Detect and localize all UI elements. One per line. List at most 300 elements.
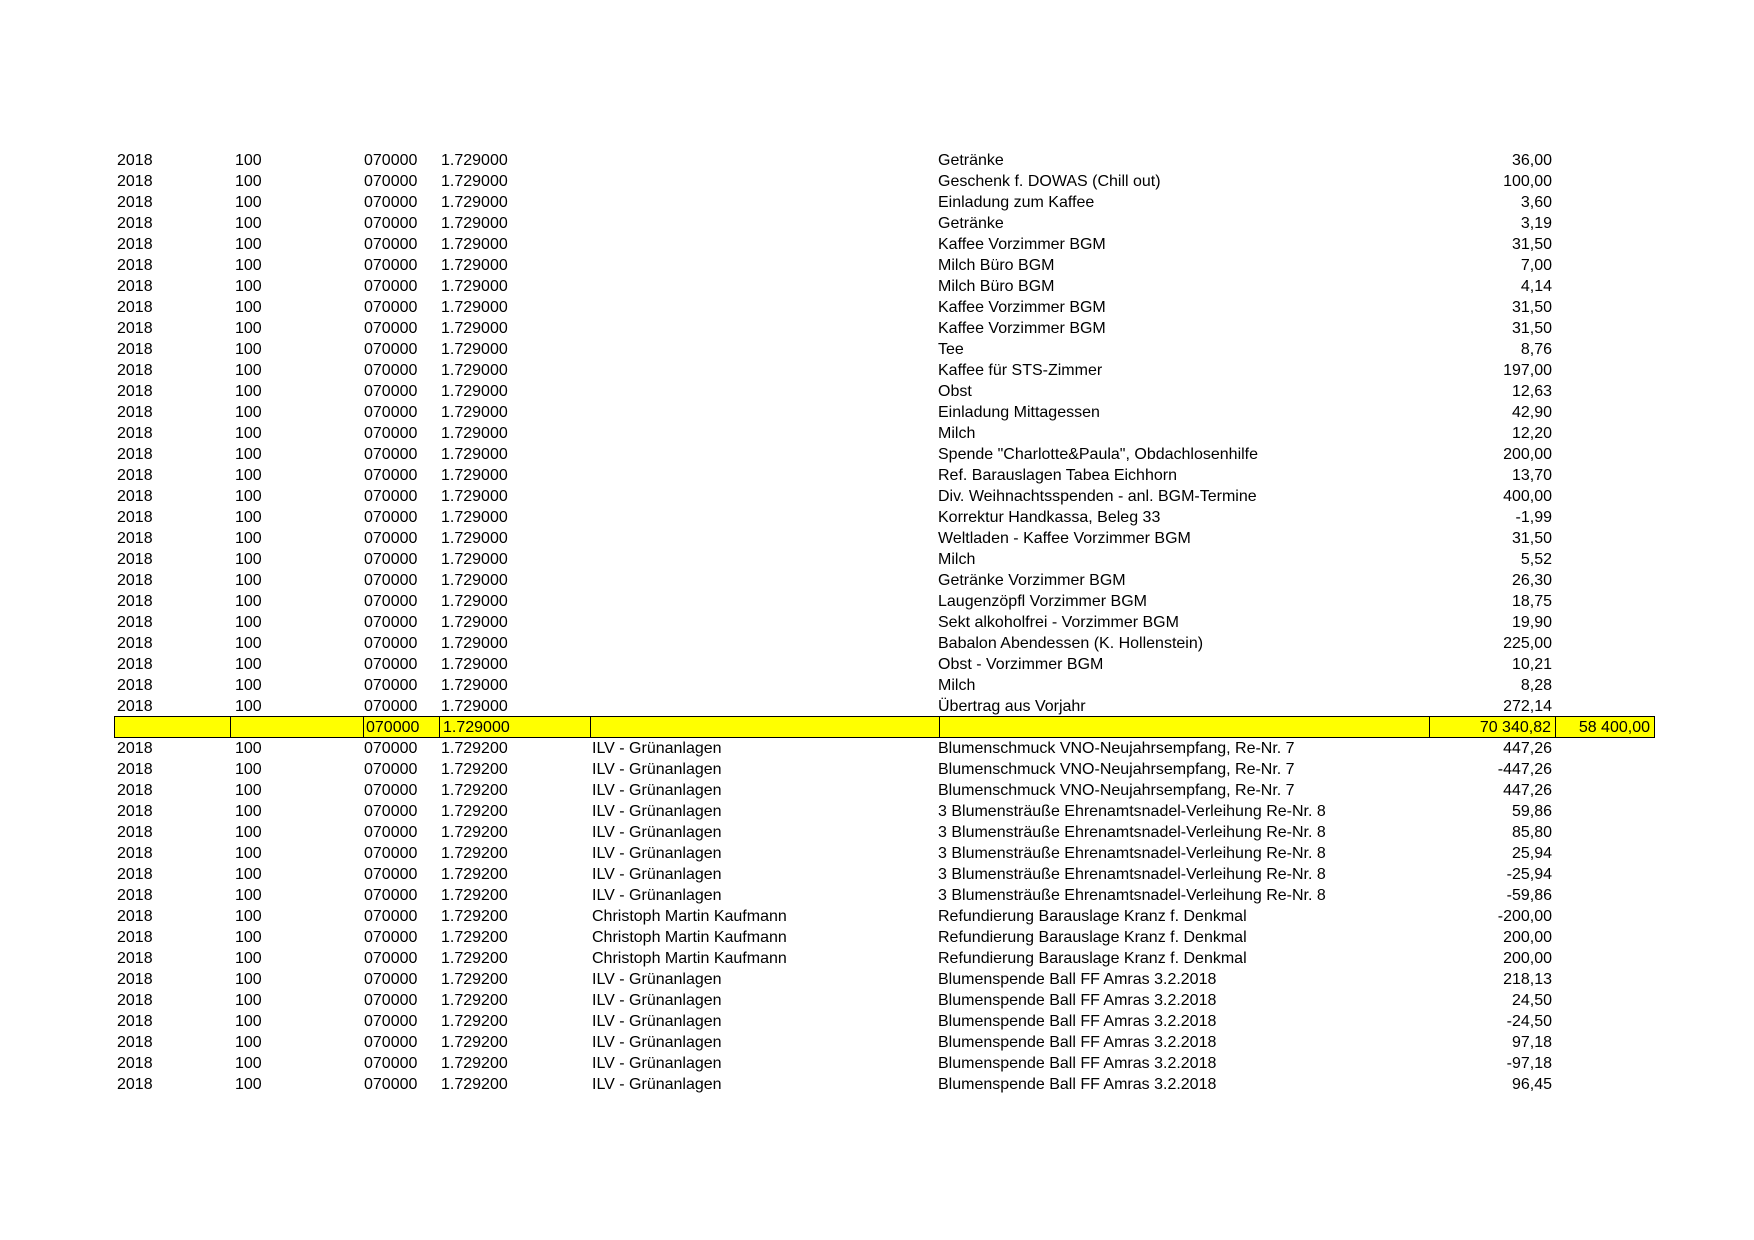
year-cell: 2018	[117, 551, 153, 568]
ledger-row	[0, 906, 1754, 927]
cost-center-cell: 070000	[364, 929, 418, 946]
ledger-row	[0, 822, 1754, 843]
cost-center-cell: 070000	[364, 761, 418, 778]
cost-center-cell: 070000	[364, 530, 418, 547]
year-cell: 2018	[117, 509, 153, 526]
year-cell: 2018	[117, 992, 153, 1009]
party-cell: Christoph Martin Kaufmann	[592, 908, 787, 925]
party-cell: ILV - Grünanlagen	[592, 866, 722, 883]
description-cell: Einladung zum Kaffee	[938, 194, 1095, 211]
description-cell: Kaffee Vorzimmer BGM	[938, 299, 1106, 316]
year-cell: 2018	[117, 173, 153, 190]
year-cell: 2018	[117, 530, 153, 547]
party-cell: Christoph Martin Kaufmann	[592, 929, 787, 946]
description-cell: 3 Blumensträuße Ehrenamtsnadel-Verleihung Re-Nr. 8	[938, 866, 1326, 883]
subtotal-sum: 70 340,82	[1429, 716, 1556, 738]
code-cell: 100	[235, 173, 262, 190]
account-cell: 1.729200	[441, 1034, 508, 1051]
description-cell: 3 Blumensträuße Ehrenamtsnadel-Verleihung Re-Nr. 8	[938, 845, 1326, 862]
amount-cell: 59,86	[1511, 803, 1552, 820]
cost-center-cell: 070000	[364, 1034, 418, 1051]
party-cell: ILV - Grünanlagen	[592, 761, 722, 778]
amount-cell: 24,50	[1511, 992, 1552, 1009]
amount-cell: 3,19	[1520, 215, 1552, 232]
cost-center-cell: 070000	[364, 572, 418, 589]
ledger-row	[0, 360, 1754, 381]
amount-cell: 25,94	[1511, 845, 1552, 862]
ledger-row	[0, 780, 1754, 801]
cost-center-cell: 070000	[364, 635, 418, 652]
party-cell: ILV - Grünanlagen	[592, 803, 722, 820]
code-cell: 100	[235, 971, 262, 988]
party-cell: ILV - Grünanlagen	[592, 1013, 722, 1030]
account-cell: 1.729000	[441, 698, 508, 715]
cost-center-cell: 070000	[364, 887, 418, 904]
description-cell: Milch Büro BGM	[938, 257, 1055, 274]
ledger-row	[0, 381, 1754, 402]
description-cell: Blumenspende Ball FF Amras 3.2.2018	[938, 1055, 1217, 1072]
cost-center-cell: 070000	[364, 215, 418, 232]
year-cell: 2018	[117, 950, 153, 967]
description-cell: Blumenschmuck VNO-Neujahrsempfang, Re-Nr. 7	[938, 782, 1295, 799]
description-cell: 3 Blumensträuße Ehrenamtsnadel-Verleihung Re-Nr. 8	[938, 887, 1326, 904]
ledger-row	[0, 843, 1754, 864]
ledger-row	[0, 1032, 1754, 1053]
cost-center-cell: 070000	[364, 1076, 418, 1093]
year-cell: 2018	[117, 383, 153, 400]
ledger-row	[0, 549, 1754, 570]
subtotal-row	[0, 717, 1754, 738]
code-cell: 100	[235, 341, 262, 358]
code-cell: 100	[235, 929, 262, 946]
account-cell: 1.729000	[441, 341, 508, 358]
code-cell: 100	[235, 887, 262, 904]
account-cell: 1.729000	[441, 215, 508, 232]
description-cell: Kaffee für STS-Zimmer	[938, 362, 1103, 379]
subtotal-description-cell	[939, 716, 1430, 738]
description-cell: Kaffee Vorzimmer BGM	[938, 236, 1106, 253]
account-cell: 1.729000	[441, 509, 508, 526]
year-cell: 2018	[117, 656, 153, 673]
year-cell: 2018	[117, 698, 153, 715]
cost-center-cell: 070000	[364, 1013, 418, 1030]
amount-cell: 31,50	[1511, 236, 1552, 253]
party-cell: Christoph Martin Kaufmann	[592, 950, 787, 967]
cost-center-cell: 070000	[364, 950, 418, 967]
account-cell: 1.729000	[441, 278, 508, 295]
ledger-row	[0, 633, 1754, 654]
party-cell: ILV - Grünanlagen	[592, 1055, 722, 1072]
ledger-row	[0, 507, 1754, 528]
amount-cell: 197,00	[1503, 362, 1552, 379]
cost-center-cell: 070000	[364, 803, 418, 820]
ledger-row	[0, 465, 1754, 486]
cost-center-cell: 070000	[364, 467, 418, 484]
ledger-row	[0, 885, 1754, 906]
cost-center-cell: 070000	[364, 971, 418, 988]
ledger-group-729200	[0, 738, 1754, 1095]
cost-center-cell: 070000	[364, 698, 418, 715]
party-cell: ILV - Grünanlagen	[592, 740, 722, 757]
cost-center-cell: 070000	[364, 845, 418, 862]
amount-cell: 8,76	[1520, 341, 1552, 358]
cost-center-cell: 070000	[364, 824, 418, 841]
amount-cell: 31,50	[1511, 530, 1552, 547]
year-cell: 2018	[117, 614, 153, 631]
description-cell: Blumenschmuck VNO-Neujahrsempfang, Re-Nr. 7	[938, 761, 1295, 778]
code-cell: 100	[235, 446, 262, 463]
ledger-row	[0, 570, 1754, 591]
year-cell: 2018	[117, 803, 153, 820]
code-cell: 100	[235, 656, 262, 673]
year-cell: 2018	[117, 887, 153, 904]
year-cell: 2018	[117, 908, 153, 925]
amount-cell: 31,50	[1511, 320, 1552, 337]
description-cell: Korrektur Handkassa, Beleg 33	[938, 509, 1161, 526]
ledger-row	[0, 318, 1754, 339]
ledger-group-729000	[0, 150, 1754, 717]
year-cell: 2018	[117, 971, 153, 988]
ledger-row	[0, 297, 1754, 318]
year-cell: 2018	[117, 320, 153, 337]
year-cell: 2018	[117, 404, 153, 421]
description-cell: Laugenzöpfl Vorzimmer BGM	[938, 593, 1147, 610]
ledger-row	[0, 234, 1754, 255]
code-cell: 100	[235, 383, 262, 400]
code-cell: 100	[235, 635, 262, 652]
amount-cell: -59,86	[1506, 887, 1552, 904]
cost-center-cell: 070000	[364, 404, 418, 421]
amount-cell: 200,00	[1503, 950, 1552, 967]
year-cell: 2018	[117, 362, 153, 379]
ledger-row	[0, 486, 1754, 507]
account-cell: 1.729000	[441, 530, 508, 547]
description-cell: Milch Büro BGM	[938, 278, 1055, 295]
amount-cell: 13,70	[1511, 467, 1552, 484]
code-cell: 100	[235, 425, 262, 442]
description-cell: Refundierung Barauslage Kranz f. Denkmal	[938, 908, 1247, 925]
description-cell: Tee	[938, 341, 964, 358]
description-cell: Refundierung Barauslage Kranz f. Denkmal	[938, 929, 1247, 946]
account-cell: 1.729000	[441, 593, 508, 610]
year-cell: 2018	[117, 425, 153, 442]
description-cell: Milch	[938, 677, 976, 694]
cost-center-cell: 070000	[364, 341, 418, 358]
cost-center-cell: 070000	[364, 320, 418, 337]
description-cell: Obst - Vorzimmer BGM	[938, 656, 1104, 673]
ledger-row	[0, 759, 1754, 780]
description-cell: Getränke	[938, 152, 1004, 169]
amount-cell: 400,00	[1503, 488, 1552, 505]
description-cell: Milch	[938, 551, 976, 568]
description-cell: Spende "Charlotte&Paula", Obdachlosenhilfe	[938, 446, 1259, 463]
cost-center-cell: 070000	[364, 257, 418, 274]
description-cell: Milch	[938, 425, 976, 442]
ledger-row	[0, 528, 1754, 549]
code-cell: 100	[235, 488, 262, 505]
account-cell: 1.729000	[441, 467, 508, 484]
amount-cell: 5,52	[1520, 551, 1552, 568]
party-cell: ILV - Grünanlagen	[592, 1034, 722, 1051]
year-cell: 2018	[117, 929, 153, 946]
amount-cell: 4,14	[1520, 278, 1552, 295]
ledger-row	[0, 444, 1754, 465]
amount-cell: 26,30	[1511, 572, 1552, 589]
description-cell: Getränke Vorzimmer BGM	[938, 572, 1126, 589]
description-cell: 3 Blumensträuße Ehrenamtsnadel-Verleihung Re-Nr. 8	[938, 824, 1326, 841]
amount-cell: -1,99	[1515, 509, 1552, 526]
ledger-row	[0, 423, 1754, 444]
code-cell: 100	[235, 740, 262, 757]
amount-cell: 100,00	[1503, 173, 1552, 190]
account-cell: 1.729000	[441, 635, 508, 652]
cost-center-cell: 070000	[364, 908, 418, 925]
year-cell: 2018	[117, 467, 153, 484]
cost-center-cell: 070000	[364, 173, 418, 190]
year-cell: 2018	[117, 278, 153, 295]
party-cell: ILV - Grünanlagen	[592, 1076, 722, 1093]
description-cell: Blumenspende Ball FF Amras 3.2.2018	[938, 1013, 1217, 1030]
description-cell: Geschenk f. DOWAS (Chill out)	[938, 173, 1161, 190]
code-cell: 100	[235, 1034, 262, 1051]
account-cell: 1.729000	[441, 572, 508, 589]
amount-cell: 7,00	[1520, 257, 1552, 274]
code-cell: 100	[235, 950, 262, 967]
ledger-row	[0, 1011, 1754, 1032]
account-cell: 1.729000	[441, 656, 508, 673]
cost-center-cell: 070000	[364, 383, 418, 400]
amount-cell: 31,50	[1511, 299, 1552, 316]
account-cell: 1.729000	[441, 152, 508, 169]
description-cell: Sekt alkoholfrei - Vorzimmer BGM	[938, 614, 1179, 631]
cost-center-cell: 070000	[364, 446, 418, 463]
cost-center-cell: 070000	[364, 551, 418, 568]
cost-center-cell: 070000	[364, 509, 418, 526]
amount-cell: 8,28	[1520, 677, 1552, 694]
ledger-row	[0, 171, 1754, 192]
amount-cell: 447,26	[1503, 782, 1552, 799]
description-cell: Refundierung Barauslage Kranz f. Denkmal	[938, 950, 1247, 967]
year-cell: 2018	[117, 1076, 153, 1093]
cost-center-cell: 070000	[364, 194, 418, 211]
party-cell: ILV - Grünanlagen	[592, 782, 722, 799]
amount-cell: -25,94	[1506, 866, 1552, 883]
ledger-row	[0, 255, 1754, 276]
year-cell: 2018	[117, 488, 153, 505]
description-cell: Blumenspende Ball FF Amras 3.2.2018	[938, 971, 1217, 988]
account-cell: 1.729200	[441, 887, 508, 904]
amount-cell: 42,90	[1511, 404, 1552, 421]
description-cell: Blumenspende Ball FF Amras 3.2.2018	[938, 1076, 1217, 1093]
ledger-row	[0, 276, 1754, 297]
account-cell: 1.729200	[441, 929, 508, 946]
ledger-row	[0, 927, 1754, 948]
cost-center-cell: 070000	[364, 782, 418, 799]
account-cell: 1.729200	[441, 950, 508, 967]
code-cell: 100	[235, 803, 262, 820]
description-cell: Weltladen - Kaffee Vorzimmer BGM	[938, 530, 1191, 547]
code-cell: 100	[235, 698, 262, 715]
account-cell: 1.729200	[441, 782, 508, 799]
year-cell: 2018	[117, 299, 153, 316]
amount-cell: 200,00	[1503, 446, 1552, 463]
code-cell: 100	[235, 404, 262, 421]
ledger-row	[0, 150, 1754, 171]
subtotal-cost-center: 070000	[363, 716, 440, 738]
description-cell: Babalon Abendessen (K. Hollenstein)	[938, 635, 1204, 652]
description-cell: Übertrag aus Vorjahr	[938, 698, 1086, 715]
ledger-row	[0, 696, 1754, 717]
year-cell: 2018	[117, 1034, 153, 1051]
account-cell: 1.729200	[441, 740, 508, 757]
year-cell: 2018	[117, 341, 153, 358]
ledger-row	[0, 612, 1754, 633]
year-cell: 2018	[117, 866, 153, 883]
ledger-row	[0, 801, 1754, 822]
amount-cell: 272,14	[1503, 698, 1552, 715]
code-cell: 100	[235, 908, 262, 925]
account-cell: 1.729000	[441, 446, 508, 463]
party-cell: ILV - Grünanlagen	[592, 992, 722, 1009]
code-cell: 100	[235, 572, 262, 589]
year-cell: 2018	[117, 215, 153, 232]
year-cell: 2018	[117, 1055, 153, 1072]
code-cell: 100	[235, 1055, 262, 1072]
code-cell: 100	[235, 257, 262, 274]
account-cell: 1.729200	[441, 803, 508, 820]
ledger-row	[0, 591, 1754, 612]
subtotal-year-cell	[114, 716, 231, 738]
amount-cell: -447,26	[1497, 761, 1552, 778]
ledger-row	[0, 1074, 1754, 1095]
ledger-row	[0, 654, 1754, 675]
cost-center-cell: 070000	[364, 425, 418, 442]
code-cell: 100	[235, 845, 262, 862]
ledger-sheet	[0, 150, 1754, 1095]
year-cell: 2018	[117, 446, 153, 463]
year-cell: 2018	[117, 635, 153, 652]
code-cell: 100	[235, 236, 262, 253]
account-cell: 1.729200	[441, 845, 508, 862]
year-cell: 2018	[117, 257, 153, 274]
cost-center-cell: 070000	[364, 362, 418, 379]
code-cell: 100	[235, 299, 262, 316]
code-cell: 100	[235, 782, 262, 799]
amount-cell: 225,00	[1503, 635, 1552, 652]
code-cell: 100	[235, 614, 262, 631]
cost-center-cell: 070000	[364, 593, 418, 610]
account-cell: 1.729200	[441, 1076, 508, 1093]
code-cell: 100	[235, 362, 262, 379]
account-cell: 1.729000	[441, 320, 508, 337]
code-cell: 100	[235, 866, 262, 883]
year-cell: 2018	[117, 761, 153, 778]
account-cell: 1.729000	[441, 677, 508, 694]
account-cell: 1.729200	[441, 866, 508, 883]
party-cell: ILV - Grünanlagen	[592, 845, 722, 862]
description-cell: Kaffee Vorzimmer BGM	[938, 320, 1106, 337]
ledger-row	[0, 738, 1754, 759]
code-cell: 100	[235, 824, 262, 841]
amount-cell: 218,13	[1503, 971, 1552, 988]
amount-cell: 200,00	[1503, 929, 1552, 946]
code-cell: 100	[235, 215, 262, 232]
cost-center-cell: 070000	[364, 992, 418, 1009]
amount-cell: 36,00	[1511, 152, 1552, 169]
code-cell: 100	[235, 593, 262, 610]
amount-cell: -97,18	[1506, 1055, 1552, 1072]
amount-cell: 85,80	[1511, 824, 1552, 841]
year-cell: 2018	[117, 740, 153, 757]
cost-center-cell: 070000	[364, 656, 418, 673]
code-cell: 100	[235, 551, 262, 568]
ledger-row	[0, 948, 1754, 969]
cost-center-cell: 070000	[364, 677, 418, 694]
amount-cell: 12,63	[1511, 383, 1552, 400]
account-cell: 1.729000	[441, 236, 508, 253]
code-cell: 100	[235, 278, 262, 295]
ledger-row	[0, 969, 1754, 990]
ledger-row	[0, 339, 1754, 360]
description-cell: Blumenspende Ball FF Amras 3.2.2018	[938, 992, 1217, 1009]
account-cell: 1.729200	[441, 761, 508, 778]
account-cell: 1.729000	[441, 614, 508, 631]
code-cell: 100	[235, 152, 262, 169]
cost-center-cell: 070000	[364, 299, 418, 316]
subtotal-account: 1.729000	[439, 716, 591, 738]
subtotal-party-cell	[590, 716, 940, 738]
ledger-row	[0, 402, 1754, 423]
description-cell: Blumenschmuck VNO-Neujahrsempfang, Re-Nr. 7	[938, 740, 1295, 757]
description-cell: Getränke	[938, 215, 1004, 232]
ledger-row	[0, 213, 1754, 234]
party-cell: ILV - Grünanlagen	[592, 824, 722, 841]
account-cell: 1.729200	[441, 1055, 508, 1072]
year-cell: 2018	[117, 677, 153, 694]
account-cell: 1.729000	[441, 257, 508, 274]
account-cell: 1.729000	[441, 488, 508, 505]
party-cell: ILV - Grünanlagen	[592, 887, 722, 904]
code-cell: 100	[235, 194, 262, 211]
account-cell: 1.729200	[441, 971, 508, 988]
description-cell: Div. Weihnachtsspenden - anl. BGM-Termine	[938, 488, 1257, 505]
cost-center-cell: 070000	[364, 236, 418, 253]
cost-center-cell: 070000	[364, 866, 418, 883]
amount-cell: 10,21	[1511, 656, 1552, 673]
code-cell: 100	[235, 761, 262, 778]
code-cell: 100	[235, 467, 262, 484]
description-cell: Blumenspende Ball FF Amras 3.2.2018	[938, 1034, 1217, 1051]
ledger-row	[0, 1053, 1754, 1074]
account-cell: 1.729000	[441, 551, 508, 568]
ledger-row	[0, 675, 1754, 696]
cost-center-cell: 070000	[364, 152, 418, 169]
amount-cell: 12,20	[1511, 425, 1552, 442]
code-cell: 100	[235, 677, 262, 694]
code-cell: 100	[235, 530, 262, 547]
code-cell: 100	[235, 1076, 262, 1093]
amount-cell: 18,75	[1511, 593, 1552, 610]
year-cell: 2018	[117, 152, 153, 169]
party-cell: ILV - Grünanlagen	[592, 971, 722, 988]
cost-center-cell: 070000	[364, 740, 418, 757]
description-cell: Ref. Barauslagen Tabea Eichhorn	[938, 467, 1177, 484]
account-cell: 1.729000	[441, 425, 508, 442]
account-cell: 1.729200	[441, 1013, 508, 1030]
description-cell: Obst	[938, 383, 972, 400]
ledger-row	[0, 990, 1754, 1011]
year-cell: 2018	[117, 845, 153, 862]
